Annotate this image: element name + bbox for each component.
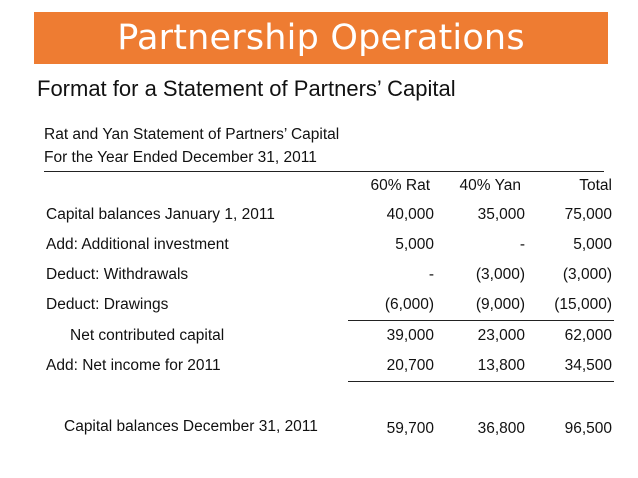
yan-value: 35,000 [477,206,525,223]
table-row [44,260,614,290]
rat-value: 39,000 [348,321,434,352]
column-header-row [44,172,614,200]
total-value: 5,000 [573,236,612,253]
yan-value: 13,800 [477,357,525,374]
capital-table [44,172,614,444]
total-value: (15,000) [554,296,612,313]
table-row [44,290,614,321]
yan-value: 36,800 [434,382,525,445]
rat-value: (6,000) [384,296,434,313]
row-label: Deduct: Drawings [46,296,169,314]
row-label: Add: Net income for 2011 [46,357,221,375]
rat-value: 59,700 [348,382,434,445]
column-header-total: Total [579,177,612,194]
row-label: Capital balances January 1, 2011 [46,206,275,223]
yan-value: 23,000 [434,321,525,352]
total-value: 96,500 [525,382,614,445]
row-label: Capital balances December 31, 2011 [64,418,318,435]
column-header-rat: 60% Rat [370,177,430,194]
row-label: Add: Additional investment [46,236,229,253]
table-row [44,200,614,230]
rat-value: 40,000 [386,206,434,223]
table-row [44,321,614,352]
title-banner [34,12,608,64]
capital-statement [44,123,612,444]
column-header-yan: 40% Yan [459,177,521,194]
yan-value: - [519,236,525,253]
total-value: 34,500 [564,357,612,374]
total-value: 62,000 [525,321,614,352]
row-label: Net contributed capital [70,326,225,344]
rat-value: - [428,266,434,283]
row-label: Deduct: Withdrawals [46,266,189,283]
slide-subtitle: Format for a Statement of Partners’ Capital [37,76,456,101]
table-row [44,230,614,260]
slide-title: Partnership Operations [117,17,525,58]
yan-value: (3,000) [475,266,525,283]
table-row [44,382,614,445]
yan-value: (9,000) [475,296,525,313]
rat-value: 20,700 [386,357,434,374]
table-row [44,351,614,382]
total-value: (3,000) [562,266,612,283]
rat-value: 5,000 [395,236,434,253]
statement-period: For the Year Ended December 31, 2011 [44,149,317,166]
total-value: 75,000 [564,206,612,223]
statement-title: Rat and Yan Statement of Partners’ Capital [44,126,340,143]
